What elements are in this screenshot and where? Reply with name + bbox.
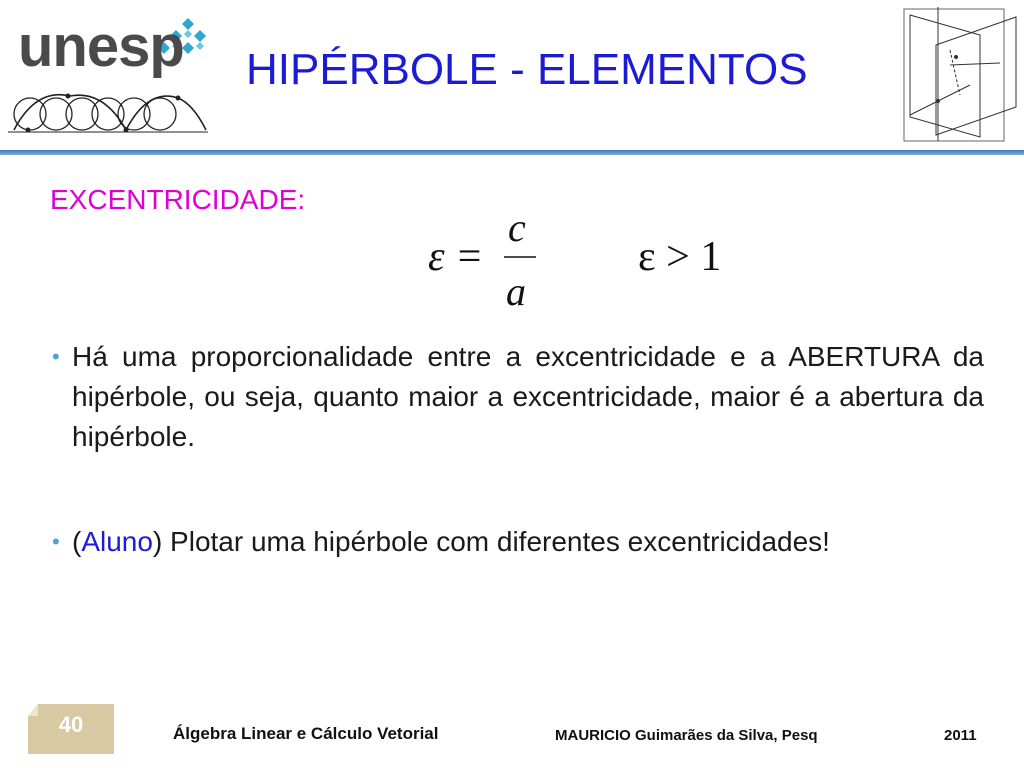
header-divider (0, 150, 1024, 155)
footer-course: Álgebra Linear e Cálculo Vetorial (173, 724, 439, 743)
bullet-item-1 (52, 337, 984, 457)
footer-year: 2011 (944, 727, 977, 744)
formula-inequality: ε > 1 (638, 234, 722, 280)
bullet-rest: Plotar uma hipérbole com diferentes excentricidades! (162, 526, 830, 557)
bullet-icon: • (52, 344, 60, 369)
bullet-highlight: Aluno (81, 526, 153, 557)
eccentricity-formula (420, 205, 750, 315)
projection-planes-diagram (890, 5, 1020, 143)
bullet-item-2 (52, 522, 984, 562)
formula-denominator: a (506, 269, 526, 314)
bullet-text (72, 522, 984, 562)
section-heading: EXCENTRICIDADE: (50, 184, 306, 215)
bullet-close-paren: ) (152, 526, 163, 557)
logo-text: unesp (18, 14, 184, 79)
bullet-icon: • (52, 529, 60, 554)
footer-author: MAURICIO Guimarães da Silva, Pesq (555, 727, 818, 744)
formula-numerator: c (508, 205, 526, 250)
formula-lhs: ε = (428, 234, 484, 280)
bullet-open-paren: ( (72, 526, 82, 557)
bullet-text: Há uma proporcionalidade entre a excentricidade e a ABERTURA da hipérbole, ou seja, quanto maior a excentricidade, maior é a abertura da hipérbole. (72, 341, 984, 452)
page-number: 40 (58, 712, 84, 737)
page-title: HIPÉRBOLE - ELEMENTOS (246, 45, 808, 94)
